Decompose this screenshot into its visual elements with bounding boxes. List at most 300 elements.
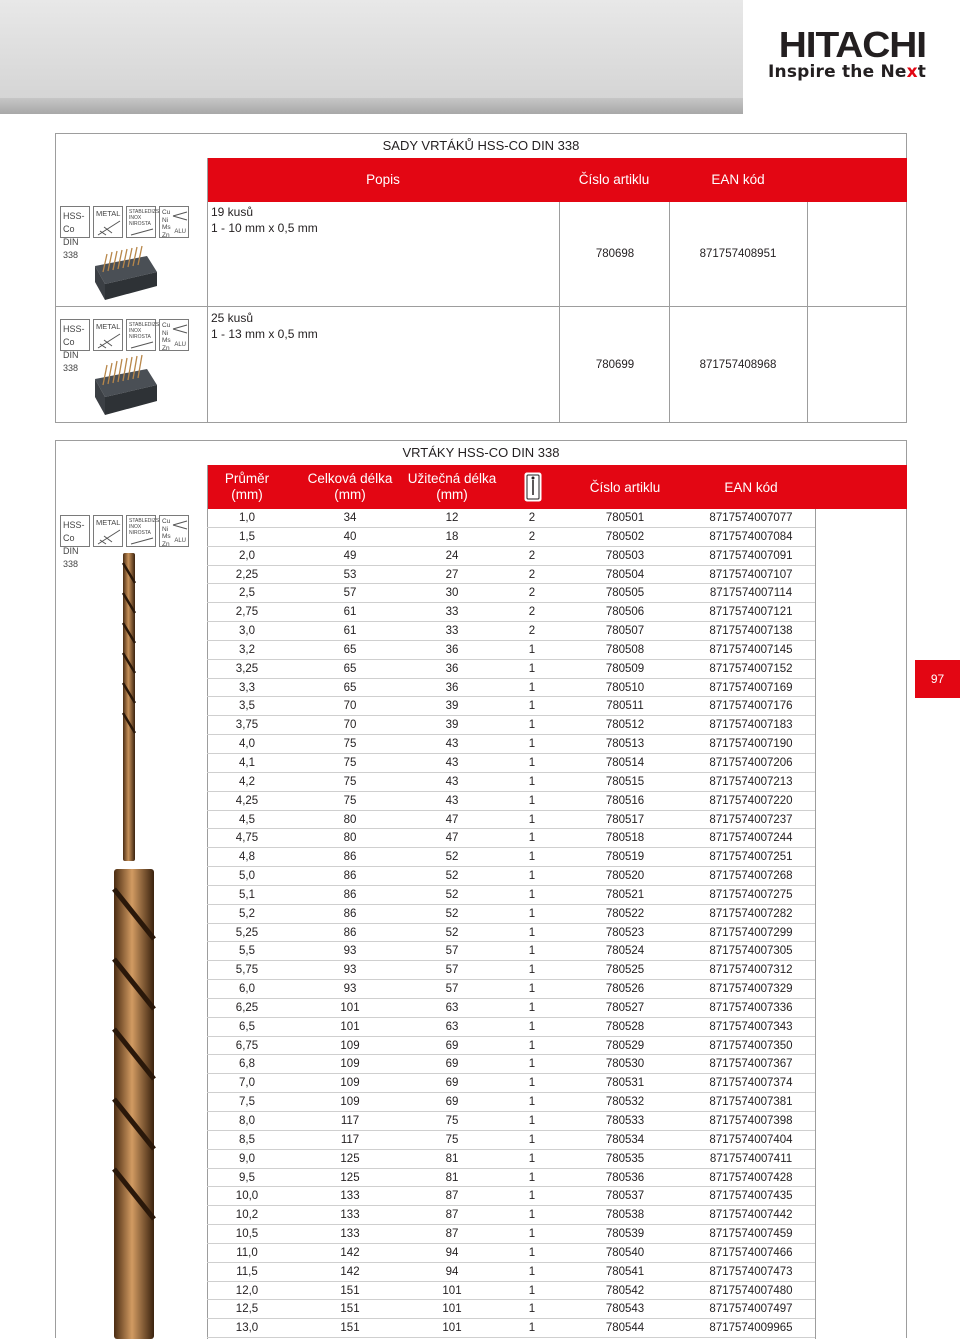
table-row: [207, 1112, 815, 1131]
header-article-number: Číslo artiklu: [578, 172, 650, 187]
useful-length-cell: 75: [445, 1133, 459, 1146]
useful-length-cell: 81: [445, 1171, 459, 1184]
non-ferrous-badge: Cu Ni Ms Zn ALU: [159, 515, 189, 547]
diameter-cell: 9,5: [239, 1171, 255, 1184]
total-length-cell: 65: [343, 662, 357, 675]
table-row: [207, 735, 815, 754]
useful-length-cell: 94: [445, 1265, 459, 1278]
pack-quantity-cell: 1: [528, 1001, 536, 1014]
total-length-cell: 101: [340, 1001, 360, 1014]
ean-code-cell: 8717574007121: [709, 606, 793, 619]
useful-length-cell: 87: [445, 1190, 459, 1203]
useful-length-cell: 101: [442, 1322, 462, 1335]
useful-length-cell: 39: [445, 700, 459, 713]
useful-length-cell: 63: [445, 1020, 459, 1033]
table-row: [207, 924, 815, 943]
article-number-cell: 780502: [605, 530, 645, 543]
total-length-cell: 80: [343, 813, 357, 826]
header-diameter: Průměr (mm): [224, 471, 270, 502]
total-length-cell: 109: [340, 1077, 360, 1090]
metal-badge: METAL: [93, 206, 123, 238]
total-length-cell: 75: [343, 794, 357, 807]
pack-quantity-cell: 1: [528, 983, 536, 996]
ean-code-cell: 8717574007138: [709, 625, 793, 638]
useful-length-cell: 24: [445, 549, 459, 562]
pack-quantity-cell: 1: [528, 1190, 536, 1203]
ean-code-cell: 8717574007305: [709, 945, 793, 958]
total-length-cell: 101: [340, 1020, 360, 1033]
ean-code-cell: 8717574007497: [709, 1303, 793, 1316]
pack-quantity-cell: 2: [528, 512, 536, 524]
table-row: [207, 999, 815, 1018]
ean-code-cell: 8717574007411: [709, 1152, 793, 1165]
useful-length-cell: 87: [445, 1209, 459, 1222]
logo-tagline: Inspire the Next: [768, 62, 927, 82]
pack-quantity-cell: 1: [528, 643, 536, 656]
table-row: [207, 1206, 815, 1225]
ean-code-cell: 8717574007336: [709, 1001, 793, 1014]
set-ean-code: 871757408951: [699, 248, 777, 260]
pack-quantity-cell: 2: [528, 549, 536, 562]
ean-code-cell: 8717574007299: [709, 926, 793, 939]
diameter-cell: 2,0: [239, 549, 255, 562]
total-length-cell: 109: [340, 1058, 360, 1071]
useful-length-cell: 75: [445, 1115, 459, 1127]
pack-quantity-cell: 1: [528, 832, 536, 845]
total-length-cell: 75: [343, 756, 357, 769]
table-row: [207, 792, 815, 811]
ean-code-cell: 8717574007169: [709, 681, 793, 694]
table-row: [207, 1150, 815, 1169]
total-length-cell: 65: [343, 643, 357, 656]
article-number-cell: 780509: [605, 662, 645, 675]
non-ferrous-badge: Cu Ni Ms Zn ALU: [159, 319, 189, 351]
useful-length-cell: 81: [445, 1152, 459, 1165]
pack-quantity-cell: 1: [528, 1115, 536, 1127]
total-length-cell: 109: [340, 1096, 360, 1109]
header-useful-length: Užitečná délka (mm): [407, 471, 497, 502]
total-length-cell: 125: [340, 1171, 360, 1184]
article-number-cell: 780534: [605, 1133, 645, 1146]
table-row: [207, 1225, 815, 1244]
ean-code-cell: 8717574007213: [709, 775, 793, 788]
total-length-cell: 53: [343, 568, 357, 581]
pack-quantity-cell: 1: [528, 870, 536, 883]
total-length-cell: 75: [343, 738, 357, 751]
ean-code-cell: 8717574007244: [709, 832, 793, 845]
useful-length-cell: 87: [445, 1228, 459, 1241]
sets-table-title: SADY VRTÁKŮ HSS-CO DIN 338: [382, 138, 580, 153]
hss-co-badge: HSS-Co DIN 338: [60, 319, 90, 351]
total-length-cell: 93: [343, 964, 357, 977]
pack-quantity-cell: 1: [528, 1322, 536, 1335]
metal-badge: METAL: [93, 319, 123, 351]
table-row: [207, 773, 815, 792]
diameter-cell: 9,0: [239, 1152, 255, 1165]
useful-length-cell: 36: [445, 681, 459, 694]
hitachi-logo: [768, 24, 938, 82]
ean-code-cell: 8717574007329: [709, 983, 793, 996]
article-number-cell: 780520: [605, 870, 645, 883]
ean-code-cell: 8717574007442: [709, 1209, 793, 1222]
ean-code-cell: 8717574007268: [709, 870, 793, 883]
total-length-cell: 65: [343, 681, 357, 694]
total-length-cell: 34: [343, 512, 357, 524]
diameter-cell: 8,5: [239, 1133, 255, 1146]
drills-table-title: VRTÁKY HSS-CO DIN 338: [402, 445, 560, 460]
article-number-cell: 780539: [605, 1228, 645, 1241]
total-length-cell: 133: [340, 1190, 360, 1203]
pack-quantity-cell: 1: [528, 1246, 536, 1259]
set-description: 19 kusů 1 - 10 mm x 0,5 mm: [211, 205, 318, 235]
useful-length-cell: 33: [445, 625, 459, 638]
table-row: [207, 1263, 815, 1282]
diameter-cell: 6,75: [235, 1039, 259, 1052]
ean-code-cell: 8717574007404: [709, 1133, 793, 1146]
drill-icon: [172, 210, 188, 222]
diameter-cell: 2,25: [235, 568, 259, 581]
article-number-cell: 780510: [605, 681, 645, 694]
article-number-cell: 780508: [605, 643, 645, 656]
table-row: [207, 905, 815, 924]
table-row: [207, 942, 815, 961]
article-number-cell: 780530: [605, 1058, 645, 1071]
table-row: [207, 566, 815, 585]
pack-quantity-cell: 1: [528, 1265, 536, 1278]
useful-length-cell: 52: [445, 907, 459, 920]
diameter-cell: 4,25: [235, 794, 259, 807]
pack-quantity-cell: 1: [528, 775, 536, 788]
ean-code-cell: 8717574007091: [709, 549, 793, 562]
total-length-cell: 86: [343, 888, 357, 901]
logo-wordmark: HITACHI: [778, 24, 927, 65]
useful-length-cell: 43: [445, 775, 459, 788]
set-row: [56, 307, 906, 423]
stainless-icon: [129, 340, 155, 350]
article-number-cell: 780535: [605, 1152, 645, 1165]
useful-length-cell: 36: [445, 643, 459, 656]
article-number-cell: 780517: [605, 813, 645, 826]
table-row: [207, 679, 815, 698]
total-length-cell: 40: [343, 530, 357, 543]
article-number-cell: 780526: [605, 983, 645, 996]
ean-code-cell: 8717574007343: [709, 1020, 793, 1033]
article-number-cell: 780511: [606, 700, 644, 713]
drill-bit-large-image: [106, 869, 166, 1339]
pack-quantity-cell: 1: [528, 1096, 536, 1109]
drill-icon: [172, 519, 188, 531]
pack-quantity-cell: 1: [528, 813, 536, 826]
total-length-cell: 142: [340, 1246, 360, 1259]
pack-quantity-cell: 1: [528, 681, 536, 694]
set-description: 25 kusů 1 - 13 mm x 0,5 mm: [211, 311, 318, 341]
ean-code-cell: 8717574009965: [709, 1322, 793, 1335]
stainless-icon: [129, 227, 155, 237]
table-row: [207, 867, 815, 886]
ean-code-cell: 8717574007466: [709, 1246, 793, 1259]
ean-code-cell: 8717574007190: [709, 738, 793, 751]
article-number-cell: 780532: [605, 1096, 645, 1109]
ean-code-cell: 8717574007428: [709, 1171, 793, 1184]
total-length-cell: 86: [343, 870, 357, 883]
useful-length-cell: 52: [445, 851, 459, 864]
useful-length-cell: 18: [445, 530, 459, 543]
total-length-cell: 61: [343, 606, 357, 619]
table-row: [207, 1300, 815, 1319]
article-number-cell: 780527: [605, 1001, 645, 1014]
header-description: Popis: [366, 172, 400, 187]
useful-length-cell: 47: [445, 813, 459, 826]
pack-quantity-cell: 1: [528, 719, 536, 732]
article-number-cell: 780525: [605, 964, 645, 977]
pack-quantity-cell: 1: [528, 1209, 536, 1222]
diameter-cell: 10,0: [235, 1190, 259, 1203]
useful-length-cell: 69: [445, 1058, 459, 1071]
pack-quantity-cell: 1: [528, 1020, 536, 1033]
pack-quantity-cell: 1: [528, 738, 536, 751]
pack-quantity-cell: 2: [528, 625, 536, 638]
pack-quantity-cell: 1: [528, 1171, 536, 1184]
set-ean-code: 871757408968: [699, 359, 777, 371]
article-number-cell: 780543: [605, 1303, 645, 1316]
diameter-cell: 6,25: [235, 1001, 259, 1014]
set-row: [56, 202, 906, 306]
pack-quantity-cell: 1: [528, 1039, 536, 1052]
pack-quantity-cell: 1: [528, 1133, 536, 1146]
article-number-cell: 780523: [605, 926, 645, 939]
ean-code-cell: 8717574007220: [709, 794, 793, 807]
article-number-cell: 780505: [605, 587, 645, 600]
total-length-cell: 151: [340, 1303, 360, 1316]
useful-length-cell: 43: [445, 738, 459, 751]
diameter-cell: 7,5: [239, 1096, 255, 1109]
ean-code-cell: 8717574007107: [709, 568, 793, 581]
total-length-cell: 49: [343, 549, 357, 562]
diameter-cell: 5,5: [239, 945, 255, 958]
diameter-cell: 5,2: [239, 907, 255, 920]
pack-quantity-cell: 1: [528, 1284, 536, 1297]
article-number-cell: 780516: [605, 794, 645, 807]
diameter-cell: 5,0: [239, 870, 255, 883]
ean-code-cell: 8717574007251: [709, 851, 793, 864]
table-row: [207, 584, 815, 603]
diameter-cell: 3,5: [239, 700, 255, 713]
diameter-cell: 7,0: [239, 1077, 255, 1090]
total-length-cell: 93: [343, 945, 357, 958]
table-row: [207, 528, 815, 547]
table-row: [207, 509, 815, 528]
ean-code-cell: 8717574007183: [709, 719, 793, 732]
useful-length-cell: 52: [445, 888, 459, 901]
metal-badge: METAL: [93, 515, 123, 547]
header-ean-code: EAN kód: [724, 480, 778, 495]
diameter-cell: 2,5: [239, 587, 255, 600]
useful-length-cell: 57: [445, 983, 459, 996]
diameter-cell: 3,0: [239, 625, 255, 638]
ean-code-cell: 8717574007152: [709, 662, 793, 675]
pack-quantity-cell: 1: [528, 907, 536, 920]
diameter-cell: 6,8: [239, 1058, 255, 1071]
article-number-cell: 780522: [605, 907, 645, 920]
non-ferrous-badge: Cu Ni Ms Zn ALU: [159, 206, 189, 238]
stainless-badge: STABLEDIZS INOX NIROSTA: [126, 515, 156, 547]
pack-quantity-cell: 1: [528, 1077, 536, 1090]
ean-code-cell: 8717574007350: [709, 1039, 793, 1052]
article-number-cell: 780537: [605, 1190, 645, 1203]
table-row: [207, 961, 815, 980]
total-length-cell: 125: [340, 1152, 360, 1165]
material-badges: [60, 319, 189, 373]
table-row: [207, 1187, 815, 1206]
ean-code-cell: 8717574007374: [709, 1077, 793, 1090]
article-number-cell: 780506: [605, 606, 645, 619]
pack-quantity-cell: 2: [528, 530, 536, 543]
useful-length-cell: 69: [445, 1096, 459, 1109]
diameter-cell: 4,8: [239, 851, 255, 864]
table-row: [207, 829, 815, 848]
diameter-cell: 11,5: [236, 1265, 258, 1278]
diameter-cell: 6,0: [239, 983, 255, 996]
total-length-cell: 70: [343, 700, 357, 713]
article-number-cell: 780504: [605, 568, 645, 581]
article-number-cell: 780501: [605, 512, 645, 524]
ean-code-cell: 8717574007176: [709, 700, 793, 713]
ean-code-cell: 8717574007367: [709, 1058, 793, 1071]
useful-length-cell: 36: [445, 662, 459, 675]
diameter-cell: 12,5: [235, 1303, 259, 1316]
drills-table: [55, 440, 907, 1338]
ean-code-cell: 8717574007114: [709, 587, 793, 600]
table-row: [207, 1074, 815, 1093]
total-length-cell: 142: [340, 1265, 360, 1278]
article-number-cell: 780531: [605, 1077, 645, 1090]
article-number-cell: 780542: [605, 1284, 645, 1297]
useful-length-cell: 57: [445, 964, 459, 977]
pack-quantity-cell: 1: [528, 964, 536, 977]
article-number-cell: 780541: [605, 1265, 645, 1278]
ean-code-cell: 8717574007237: [709, 813, 793, 826]
pack-quantity-cell: 1: [528, 794, 536, 807]
pack-quantity-cell: 1: [528, 1228, 536, 1241]
drill-set-case-image: [91, 353, 161, 419]
header-banner: [0, 0, 743, 114]
ean-code-cell: 8717574007381: [709, 1096, 793, 1109]
diameter-cell: 2,75: [235, 606, 259, 619]
total-length-cell: 117: [340, 1115, 360, 1127]
pack-quantity-icon: [524, 472, 542, 502]
set-article-number: 780698: [595, 248, 635, 260]
diameter-cell: 1,0: [239, 512, 255, 524]
useful-length-cell: 69: [445, 1039, 459, 1052]
pack-quantity-cell: 1: [528, 945, 536, 958]
table-row: [207, 716, 815, 735]
table-row: [207, 1244, 815, 1263]
table-row: [207, 1037, 815, 1056]
useful-length-cell: 27: [445, 568, 459, 581]
diameter-cell: 4,75: [235, 832, 259, 845]
useful-length-cell: 63: [445, 1001, 459, 1014]
ean-code-cell: 8717574007398: [709, 1115, 793, 1127]
diameter-cell: 3,75: [235, 719, 259, 732]
article-number-cell: 780515: [605, 775, 645, 788]
total-length-cell: 109: [340, 1039, 360, 1052]
table-row: [207, 1018, 815, 1037]
ean-code-cell: 8717574007282: [709, 907, 793, 920]
diameter-cell: 6,5: [239, 1020, 255, 1033]
table-row: [207, 641, 815, 660]
total-length-cell: 117: [340, 1133, 360, 1146]
useful-length-cell: 43: [445, 756, 459, 769]
hss-co-badge: HSS-Co DIN 338: [60, 206, 90, 238]
diameter-cell: 11,0: [236, 1246, 258, 1259]
article-number-cell: 780540: [605, 1246, 645, 1259]
useful-length-cell: 57: [445, 945, 459, 958]
table-row: [207, 622, 815, 641]
pack-quantity-cell: 1: [528, 700, 536, 713]
diameter-cell: 5,75: [235, 964, 259, 977]
total-length-cell: 57: [343, 587, 357, 600]
stainless-badge: STABLEDIZS INOX NIROSTA: [126, 319, 156, 351]
table-row: [207, 1093, 815, 1112]
article-number-cell: 780513: [605, 738, 645, 751]
ean-code-cell: 8717574007459: [709, 1228, 793, 1241]
total-length-cell: 70: [343, 719, 357, 732]
diameter-cell: 3,25: [235, 662, 259, 675]
diameter-cell: 4,2: [239, 775, 255, 788]
table-row: [207, 980, 815, 999]
article-number-cell: 780533: [605, 1115, 645, 1127]
set-article-number: 780699: [595, 359, 635, 371]
table-row: [207, 697, 815, 716]
header-article-number: Číslo artiklu: [589, 480, 661, 495]
article-number-cell: 780544: [605, 1322, 645, 1335]
ean-code-cell: 8717574007312: [709, 964, 793, 977]
header-total-length: Celková délka (mm): [307, 471, 393, 502]
table-row: [207, 1055, 815, 1074]
ean-code-cell: 8717574007145: [709, 643, 793, 656]
metal-icon: [96, 526, 122, 546]
useful-length-cell: 94: [445, 1246, 459, 1259]
drill-set-case-image: [91, 242, 161, 302]
pack-quantity-cell: 2: [528, 587, 536, 600]
diameter-cell: 5,25: [235, 926, 259, 939]
pack-quantity-cell: 1: [528, 851, 536, 864]
page-number-tab: 97: [915, 660, 960, 698]
total-length-cell: 151: [340, 1284, 360, 1297]
material-badges: [60, 515, 189, 569]
total-length-cell: 80: [343, 832, 357, 845]
diameter-cell: 4,0: [239, 738, 255, 751]
material-badges: [60, 206, 189, 260]
diameter-cell: 10,2: [235, 1209, 259, 1222]
drills-table-body: [207, 509, 815, 1338]
diameter-cell: 12,0: [235, 1284, 259, 1297]
useful-length-cell: 52: [445, 926, 459, 939]
metal-icon: [96, 330, 122, 350]
useful-length-cell: 101: [442, 1303, 462, 1316]
total-length-cell: 86: [343, 851, 357, 864]
total-length-cell: 86: [343, 926, 357, 939]
article-number-cell: 780524: [605, 945, 645, 958]
pack-quantity-cell: 1: [528, 888, 536, 901]
ean-code-cell: 8717574007435: [709, 1190, 793, 1203]
article-number-cell: 780514: [605, 756, 645, 769]
article-number-cell: 780528: [605, 1020, 645, 1033]
pack-quantity-cell: 1: [528, 1058, 536, 1071]
ean-code-cell: 8717574007275: [709, 888, 793, 901]
pack-quantity-cell: 1: [528, 662, 536, 675]
pack-quantity-cell: 2: [528, 568, 536, 581]
